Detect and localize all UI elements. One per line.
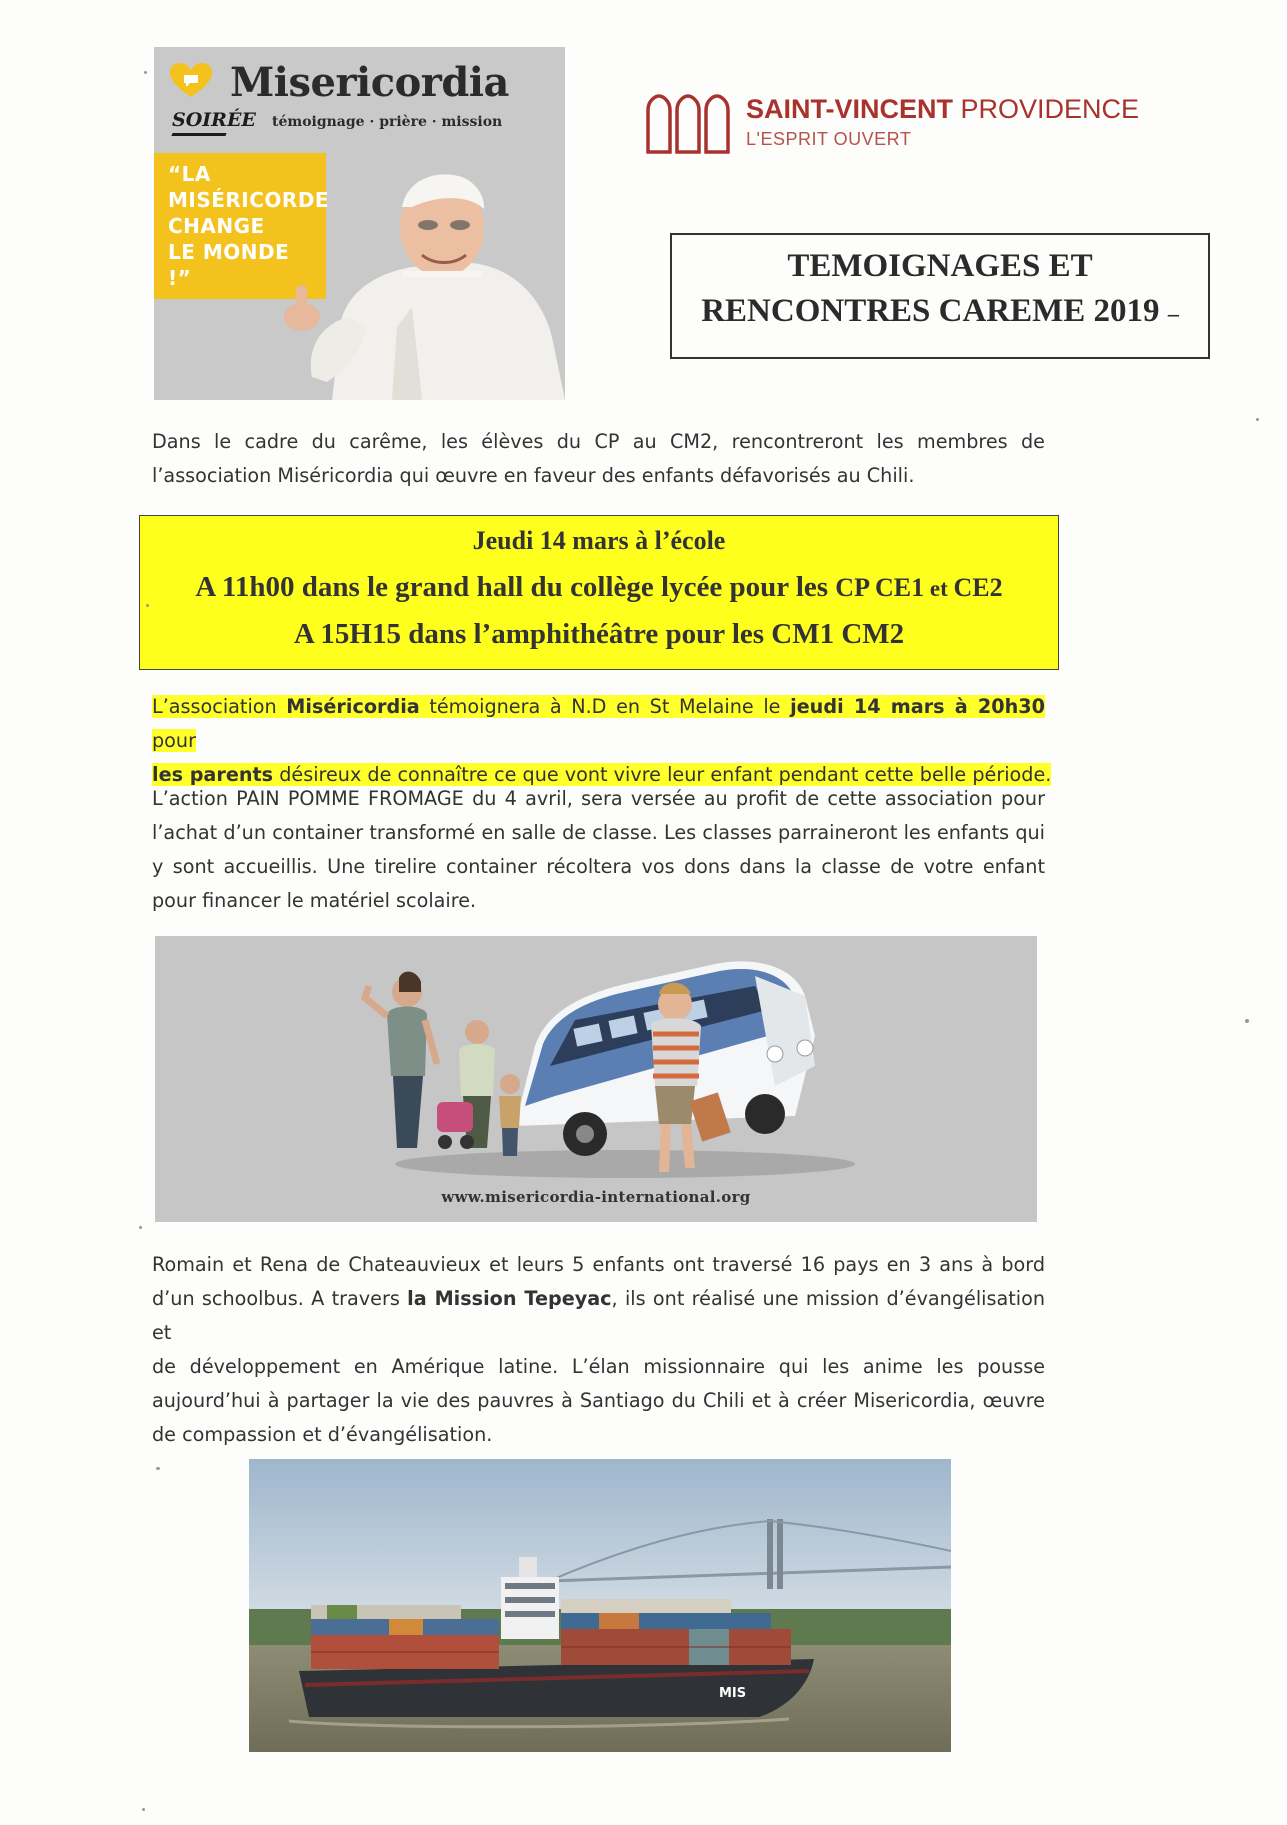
intro-line: Dans le cadre du carême, les élèves du CP au CM2, rencontreront les membres de (152, 430, 1045, 453)
schedule-date: Jeudi 14 mars à l’école (472, 526, 726, 555)
action-line: l’achat d’un container transformé en salle de classe. Les classes parraineront les enfants qui (152, 821, 1045, 844)
parents-paragraph (152, 690, 1052, 792)
action-line: L’action PAIN POMME FROMAGE du 4 avril, sera versée au profit de cette association pour (152, 787, 1045, 810)
story-line: Romain et Rena de Chateauvieux et leurs 5 enfants ont traversé 16 pays en 3 ans à bord (152, 1253, 1045, 1276)
school-name (746, 94, 1139, 125)
parents-text: pour (152, 729, 196, 752)
schedule-box (139, 515, 1059, 670)
poster-tagline: témoignage · prière · mission (272, 114, 503, 130)
title-suffix: – (1167, 301, 1179, 326)
slot-1-text: A 11h00 dans le grand hall du collège lycée pour les (195, 571, 836, 603)
poster-soiree: SOIRÉE (172, 109, 256, 131)
scan-speck (139, 1226, 142, 1229)
story-bold: la Mission Tepeyac (407, 1287, 612, 1310)
slogan-line: CHANGE (168, 214, 265, 238)
parents-text: désireux de connaître ce que vont vivre leur enfant pendant cette belle période. (273, 763, 1052, 786)
saint-vincent-logo (645, 86, 1140, 156)
intro-paragraph (152, 425, 1045, 493)
parents-bold-date: jeudi 14 mars à 20h30 (790, 695, 1045, 718)
arches-icon (645, 92, 731, 154)
story-line: aujourd’hui à partager la vie des pauvres à Santiago du Chili et à créer Misericordia, œuvre (152, 1389, 1045, 1412)
story-line: de compassion et d’évangélisation. (152, 1423, 493, 1446)
title-line-2 (672, 289, 1208, 336)
scan-speck (142, 1808, 145, 1811)
school-subtitle: L'ESPRIT OUVERT (746, 129, 912, 149)
action-line: y sont accueillis. Une tirelire container récoltera vos dons dans la classe de votre enfant (152, 855, 1045, 878)
action-paragraph (152, 782, 1045, 918)
slot-1-classes: CP CE1 (835, 573, 925, 602)
family-schoolbus-photo (155, 936, 1037, 1222)
story-paragraph (152, 1248, 1045, 1452)
page-title (670, 233, 1210, 359)
title-line-1: TEMOIGNAGES ET (787, 248, 1093, 284)
slogan-line: “LA (168, 162, 211, 186)
intro-line: l’association Miséricordia qui œuvre en faveur des enfants défavorisés au Chili. (152, 464, 915, 487)
title-line-2-text: RENCONTRES CAREME 2019 (701, 293, 1160, 329)
schedule-slot-1 (140, 571, 1058, 604)
ship-label: MIS (719, 1686, 747, 1701)
parents-text: témoignera à N.D en St Melaine le (419, 695, 791, 718)
scan-speck (1245, 1019, 1249, 1023)
slogan-line: MISÉRICORDE (168, 188, 330, 212)
school-name-light: PROVIDENCE (960, 94, 1140, 124)
misericordia-poster (154, 47, 565, 400)
container-ship-illustration (249, 1459, 951, 1752)
container-ship-photo (249, 1459, 951, 1752)
scan-speck (156, 1467, 160, 1470)
scan-speck (144, 71, 147, 74)
parents-line-1 (152, 690, 1045, 758)
parents-text: L’association (152, 695, 287, 718)
family-schoolbus-illustration (155, 936, 1037, 1222)
slogan-line: LE MONDE !” (168, 240, 290, 290)
story-text: d’un schoolbus. A travers (152, 1287, 408, 1310)
parents-bold: les parents (152, 763, 274, 786)
schedule-slot-2: A 15H15 dans l’amphithéâtre pour les CM1 CM2 (293, 618, 905, 650)
school-name-bold: SAINT-VINCENT (746, 94, 954, 124)
slot-1-and: et (924, 576, 954, 601)
story-line: de développement en Amérique latine. L’élan missionnaire qui les anime les pousse (152, 1355, 1045, 1378)
story-line (152, 1282, 1045, 1350)
photo-url-caption: www.misericordia-international.org (441, 1188, 751, 1206)
poster-brand: Misericordia (230, 59, 509, 106)
story-text: , ils ont réalisé une mission d’évangélisation et (152, 1287, 1045, 1344)
soiree-underline (171, 133, 226, 136)
action-line: pour financer le matériel scolaire. (152, 889, 477, 912)
slot-1-last-class: CE2 (953, 573, 1003, 602)
scan-speck (146, 604, 149, 607)
parents-bold: Miséricordia (286, 695, 420, 718)
scan-speck (1256, 418, 1259, 421)
pope-photo (272, 167, 565, 400)
heart-speech-icon (168, 61, 214, 101)
